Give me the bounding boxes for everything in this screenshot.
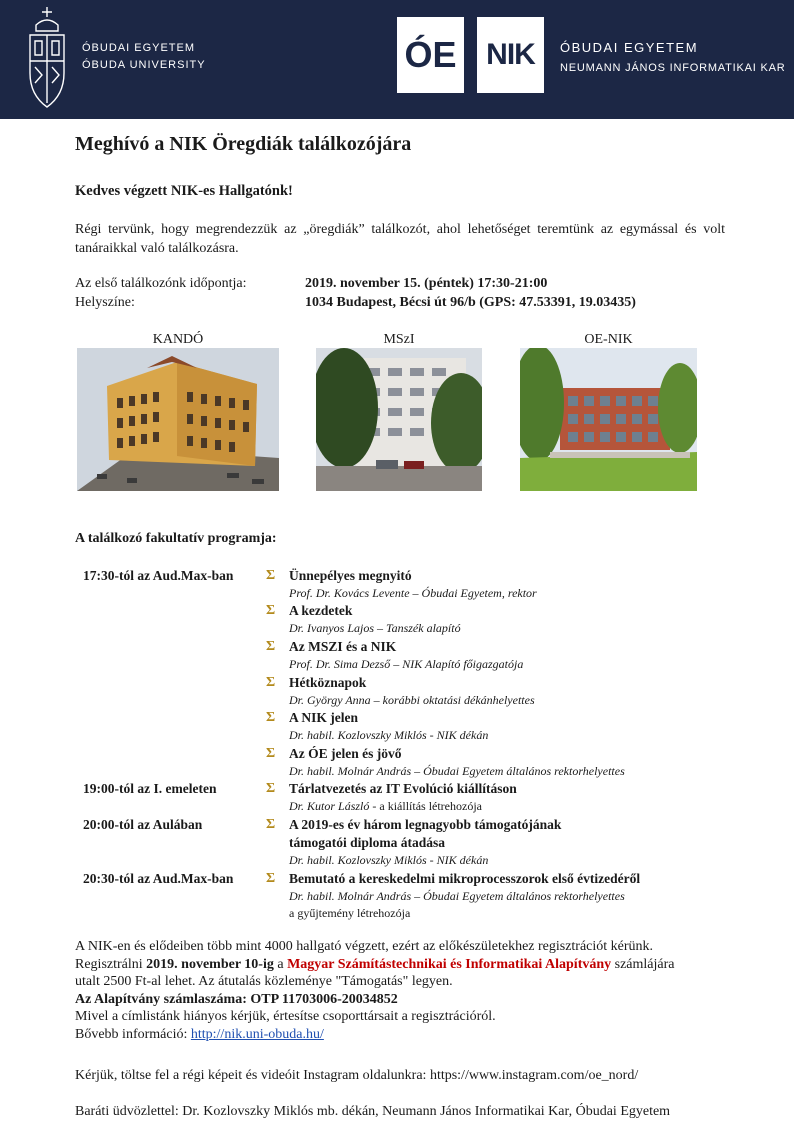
photo-caption-mszi: MSzI <box>383 332 415 347</box>
program-time: 19:00-tól az I. emeleten <box>83 781 217 796</box>
kando-building-photo <box>77 348 279 491</box>
page-header <box>0 0 794 119</box>
program-item-speaker: Dr. habil. Kozlovszky Miklós - NIK dékán <box>289 728 489 742</box>
faculty-name <box>560 37 785 79</box>
program-item-title: Bemutató a kereskedelmi mikroprocesszorok első évtizedéről <box>289 871 641 886</box>
university-name-en: ÓBUDA UNIVERSITY <box>82 59 206 71</box>
sigma-bullet-icon: Σ <box>266 746 276 761</box>
program-item-title: Hétköznapok <box>289 675 367 690</box>
program-item-title: A kezdetek <box>289 603 353 618</box>
instagram-request: Kérjük, töltse fel a régi képeit és videóit Instagram oldalunkra: https://www.instagram.com/oe_nord/ <box>75 1068 639 1083</box>
program-time: 20:00-tól az Aulában <box>83 817 203 832</box>
program-item-speaker: Dr. habil. Kozlovszky Miklós - NIK dékán <box>289 853 489 867</box>
sigma-bullet-icon: Σ <box>266 568 276 583</box>
program-item-title: A 2019-es év három legnagyobb támogatójának <box>289 817 562 832</box>
faculty-full-name: NEUMANN JÁNOS INFORMATIKAI KAR <box>560 62 786 74</box>
oe-logo: ÓE <box>397 17 464 93</box>
sigma-bullet-icon: Σ <box>266 603 276 618</box>
photo-caption-oenik: OE-NIK <box>584 332 633 347</box>
sigma-bullet-icon: Σ <box>266 710 276 725</box>
program-time: 20:30-tól az Aud.Max-ban <box>83 871 234 886</box>
more-info-label: Bővebb információ: <box>75 1026 191 1042</box>
place-value: 1034 Budapest, Bécsi út 96/b (GPS: 47.53391, 19.03435) <box>305 295 636 310</box>
foundation-name: Magyar Számítástechnikai és Informatikai Alapítvány <box>287 956 612 972</box>
program-item-title: Ünnepélyes megnyitó <box>289 568 412 583</box>
program-item-speaker: Dr. György Anna – korábbi oktatási dékánhelyettes <box>289 693 535 707</box>
greeting: Kedves végzett NIK-es Hallgatónk! <box>75 183 293 199</box>
registration-line-2 <box>75 956 727 974</box>
program-item-title: Az ÓE jelen és jövő <box>289 746 402 761</box>
registration-text-part: számlájára <box>611 956 675 972</box>
program-item-title: A NIK jelen <box>289 710 358 725</box>
closing-signature: Baráti üdvözlettel: Dr. Kozlovszky Miklós mb. dékán, Neumann János Informatikai Kar, Óbudai Egyetem <box>75 1104 671 1119</box>
more-info-link[interactable]: http://nik.uni-obuda.hu/ <box>190 1026 324 1042</box>
program-item-speaker: Dr. Ivanyos Lajos – Tanszék alapító <box>289 621 461 635</box>
date-label: Az első találkozónk időpontja: <box>75 276 247 291</box>
university-crest-icon <box>22 3 72 113</box>
registration-text-part: a <box>273 956 288 972</box>
registration-text-part: Regisztrálni <box>75 956 147 972</box>
sigma-bullet-icon: Σ <box>266 781 276 796</box>
program-item-title-line2: támogatói diploma átadása <box>289 835 446 850</box>
sigma-bullet-icon: Σ <box>266 675 276 690</box>
program-item-speaker <box>289 799 482 814</box>
program-item-speaker: Dr. habil. Molnár András – Óbudai Egyetem általános rektorhelyettes <box>289 889 625 903</box>
speaker-role: - a kiállítás létrehozója <box>369 799 482 813</box>
speaker-name: Dr. Kutor László <box>289 799 370 813</box>
oenik-building-photo <box>520 348 697 491</box>
page-title: Meghívó a NIK Öregdiák találkozójára <box>75 133 412 155</box>
registration-line-3: utalt 2500 Ft-al lehet. Az átutalás közleménye "Támogatás" legyen. <box>75 974 453 989</box>
photo-caption-kando: KANDÓ <box>152 332 204 347</box>
registration-line-1: A NIK-en és elődeiben több mint 4000 hallgató végzett, ezért az előkészületekhez regisztrációt kérünk. <box>75 939 654 954</box>
program-item-title: Az MSZI és a NIK <box>289 639 397 654</box>
university-name-hu: ÓBUDAI EGYETEM <box>82 42 196 54</box>
program-item-speaker: Prof. Dr. Sima Dezső – NIK Alapító főigazgatója <box>289 657 524 671</box>
registration-deadline: 2019. november 10-ig <box>146 956 274 972</box>
sigma-bullet-icon: Σ <box>266 817 276 832</box>
program-item-speaker: Dr. habil. Molnár András – Óbudai Egyetem általános rektorhelyettes <box>289 764 625 778</box>
program-item-title: Tárlatvezetés az IT Evolúció kiállításon <box>289 781 517 796</box>
program-title: A találkozó fakultatív programja: <box>75 531 277 546</box>
registration-text <box>75 938 727 1043</box>
nik-logo <box>477 17 544 93</box>
sigma-bullet-icon: Σ <box>266 639 276 654</box>
account-number: Az Alapítvány számlaszáma: OTP 11703006-20034852 <box>75 991 398 1007</box>
program-time: 17:30-tól az Aud.Max-ban <box>83 568 234 583</box>
university-name <box>82 40 206 74</box>
registration-line-4: Mivel a címlistánk hiányos kérjük, értesítse csoporttársait a regisztrációról. <box>75 1009 496 1024</box>
place-label: Helyszíne: <box>75 295 135 310</box>
faculty-university: ÓBUDAI EGYETEM <box>560 40 699 55</box>
nik-logo-text: NIK <box>486 38 535 71</box>
date-value: 2019. november 15. (péntek) 17:30-21:00 <box>305 276 548 291</box>
program-item-speaker: Prof. Dr. Kovács Levente – Óbudai Egyetem, rektor <box>289 586 537 600</box>
mszi-building-photo <box>316 348 482 491</box>
program-item-speaker-role: a gyűjtemény létrehozója <box>289 906 411 920</box>
more-info-line <box>75 1026 727 1044</box>
sigma-bullet-icon: Σ <box>266 871 276 886</box>
intro-text: Régi tervünk, hogy megrendezzük az „öregdiák” találkozót, ahol lehetőséget teremtünk az egymással és volt tanáraikkal való találkozásra. <box>75 222 725 256</box>
